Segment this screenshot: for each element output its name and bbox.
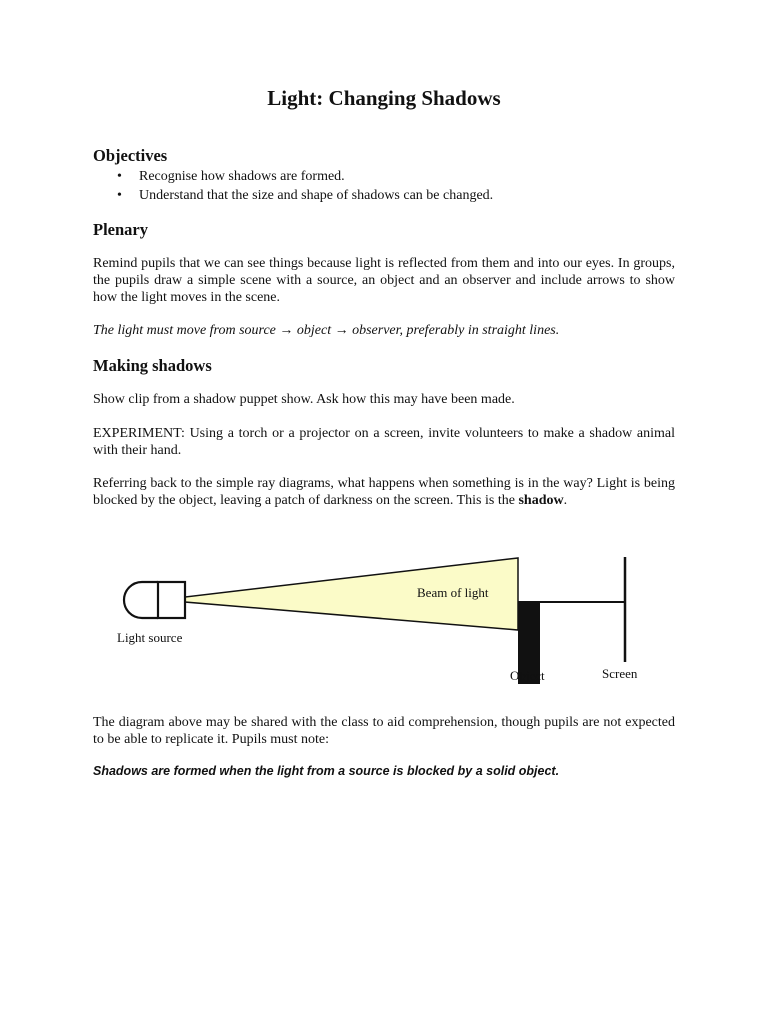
bullet-icon: •: [117, 169, 122, 184]
objectives-list: [93, 167, 493, 205]
list-item: [93, 186, 493, 205]
paragraph-text: Referring back to the simple ray diagrams, what happens when something is in the way? Light is being blocked by the object, leaving a patch of darkness on the screen. This is the: [93, 476, 675, 508]
after-diagram-paragraph: The diagram above may be shared with the class to aid comprehension, though pupils are not expected to be able to replicate it. Pupils must note:: [93, 715, 675, 747]
screen-label: Screen: [602, 666, 638, 681]
italic-text: observer, preferably in straight lines.: [348, 323, 560, 338]
bold-term: shadow: [518, 493, 564, 508]
objective-text: Understand that the size and shape of shadows can be changed.: [139, 188, 494, 203]
plenary-heading: Plenary: [93, 220, 148, 239]
light-source-label: Light source: [117, 630, 183, 645]
objective-text: Recognise how shadows are formed.: [139, 169, 345, 184]
italic-text: object: [293, 323, 335, 338]
plenary-paragraph: Remind pupils that we can see things because light is reflected from them and into our eyes. In groups, the pupils draw a simple scene with a source, an object and an observer and include arrows to show how the light moves in the scene.: [93, 256, 675, 305]
plenary-italic-note: [93, 322, 675, 339]
shadows-paragraph-3: [93, 475, 675, 509]
beam-label: Beam of light: [417, 585, 489, 600]
objectives-heading: Objectives: [93, 146, 168, 165]
key-note: Shadows are formed when the light from a source is blocked by a solid object.: [93, 764, 560, 778]
light-source-lens: [158, 582, 185, 618]
arrow-right-icon: →: [334, 323, 349, 338]
shadows-paragraph-2: EXPERIMENT: Using a torch or a projector on a screen, invite volunteers to make a shadow animal with their hand.: [93, 426, 675, 458]
shadow-ray-diagram: [110, 550, 650, 690]
making-shadows-heading: Making shadows: [93, 356, 212, 375]
italic-text: The light must move from source: [93, 323, 280, 338]
arrow-right-icon: →: [279, 323, 294, 338]
page-title: Light: Changing Shadows: [267, 86, 501, 110]
object-label: Object: [510, 668, 545, 683]
shadows-paragraph-1: Show clip from a shadow puppet show. Ask how this may have been made.: [93, 392, 515, 407]
light-source-icon: [124, 582, 158, 618]
list-item: [93, 167, 493, 186]
paragraph-text: .: [563, 493, 568, 508]
bullet-icon: •: [117, 188, 122, 203]
